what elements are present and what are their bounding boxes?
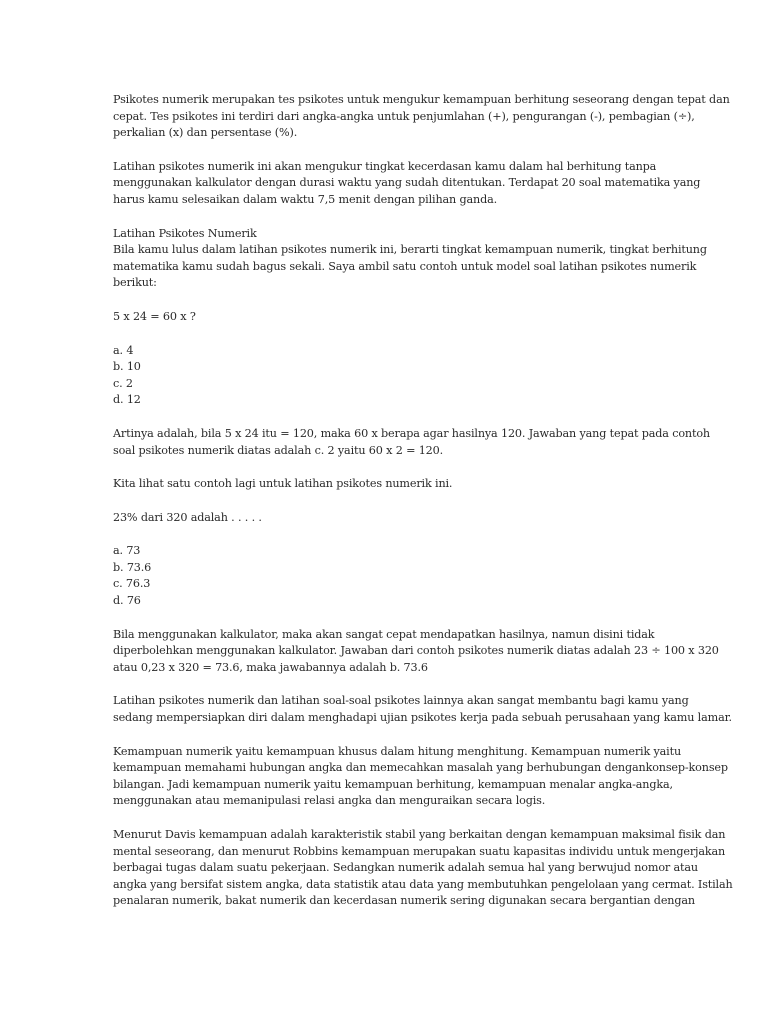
question-2 (113, 510, 658, 527)
paragraph-section-heading (113, 226, 707, 292)
question-2-options (113, 543, 658, 609)
option-a: a. 4 (113, 343, 134, 357)
paragraph-transition (113, 476, 658, 493)
text-line: Kemampuan numerik yaitu kemampuan khusus dalam hitung menghitung. Kemampuan numerik yaitu (113, 744, 682, 758)
text-line: perkalian (x) dan persentase (%). (113, 126, 298, 140)
text-line: penalaran numerik, bakat numerik dan kecerdasan numerik sering digunakan secara bergantian dengan (113, 894, 695, 908)
text-line: Latihan psikotes numerik ini akan mengukur tingkat kecerdasan kamu dalam hal berhitung tanpa (113, 159, 657, 173)
question-1-options (113, 343, 658, 409)
option-c: c. 2 (113, 376, 133, 390)
question-1 (113, 309, 658, 326)
document-page (113, 92, 733, 927)
question-text: 23% dari 320 adalah . . . . . (113, 510, 262, 524)
text-line: soal psikotes numerik diatas adalah c. 2 yaitu 60 x 2 = 120. (113, 443, 444, 457)
text-line: matematika kamu sudah bagus sekali. Saya ambil satu contoh untuk model soal latihan psikotes numerik (113, 259, 697, 273)
text-line: Bila kamu lulus dalam latihan psikotes numerik ini, berarti tingkat kemampuan numerik, tingkat berhitung (113, 243, 707, 257)
paragraph-davis-robbins (113, 827, 733, 910)
section-heading: Latihan Psikotes Numerik (113, 226, 257, 240)
text-line: sedang mempersiapkan diri dalam menghadapi ujian psikotes kerja pada sebuah perusahaan yang kamu lamar. (113, 711, 732, 725)
text-line: Bila menggunakan kalkulator, maka akan sangat cepat mendapatkan hasilnya, namun disini tidak (113, 627, 655, 641)
option-a: a. 73 (113, 544, 141, 558)
option-d: d. 12 (113, 393, 141, 407)
text-line: Menurut Davis kemampuan adalah karakteristik stabil yang berkaitan dengan kemampuan maksimal fisik dan (113, 828, 726, 841)
text-line: berikut: (113, 276, 157, 290)
text-line: kemampuan memahami hubungan angka dan memecahkan masalah yang berhubungan dengankonsep-konsep (113, 761, 728, 775)
text-line: Artinya adalah, bila 5 x 24 itu = 120, maka 60 x berapa agar hasilnya 120. Jawaban yang tepat pada contoh (113, 426, 710, 440)
option-c: c. 76.3 (113, 577, 151, 591)
text-line: menggunakan atau memanipulasi relasi angka dan menguraikan secara logis. (113, 794, 546, 808)
paragraph-definition (113, 744, 728, 810)
text-line: Kita lihat satu contoh lagi untuk latihan psikotes numerik ini. (113, 477, 453, 491)
text-line: harus kamu selesaikan dalam waktu 7,5 menit dengan pilihan ganda. (113, 192, 498, 206)
text-line: mental seseorang, dan menurut Robbins kemampuan merupakan suatu kapasitas individu untuk mengerjakan (113, 844, 726, 858)
question-1-explanation (113, 426, 710, 459)
option-d: d. 76 (113, 594, 141, 608)
text-line: menggunakan kalkulator dengan durasi waktu yang sudah ditentukan. Terdapat 20 soal matematika yang (113, 176, 701, 190)
text-line: diperbolehkan menggunakan kalkulator. Jawaban dari contoh psikotes numerik diatas adalah 23 ÷ 100 x 320 (113, 644, 719, 658)
option-b: b. 73.6 (113, 560, 152, 574)
text-line: angka yang bersifat sistem angka, data statistik atau data yang membutuhkan pengelolaan yang cermat. Istilah (113, 877, 733, 891)
paragraph-intro (113, 92, 730, 142)
option-b: b. 10 (113, 360, 141, 374)
question-text: 5 x 24 = 60 x ? (113, 309, 196, 323)
paragraph-benefit (113, 693, 732, 726)
paragraph-latihan (113, 159, 701, 209)
text-line: cepat. Tes psikotes ini terdiri dari angka-angka untuk penjumlahan (+), pengurangan (-), pembagian (÷), (113, 109, 695, 123)
question-2-explanation (113, 627, 719, 677)
text-line: Psikotes numerik merupakan tes psikotes untuk mengukur kemampuan berhitung seseorang dengan tepat dan (113, 93, 730, 106)
text-line: berbagai tugas dalam suatu pekerjaan. Sedangkan numerik adalah semua hal yang berwujud nomor atau (113, 861, 698, 875)
text-line: atau 0,23 x 320 = 73.6, maka jawabannya adalah b. 73.6 (113, 660, 428, 674)
text-line: bilangan. Jadi kemampuan numerik yaitu kemampuan berhitung, kemampuan menalar angka-angka, (113, 777, 673, 791)
text-line: Latihan psikotes numerik dan latihan soal-soal psikotes lainnya akan sangat membantu bagi kamu yang (113, 694, 689, 708)
